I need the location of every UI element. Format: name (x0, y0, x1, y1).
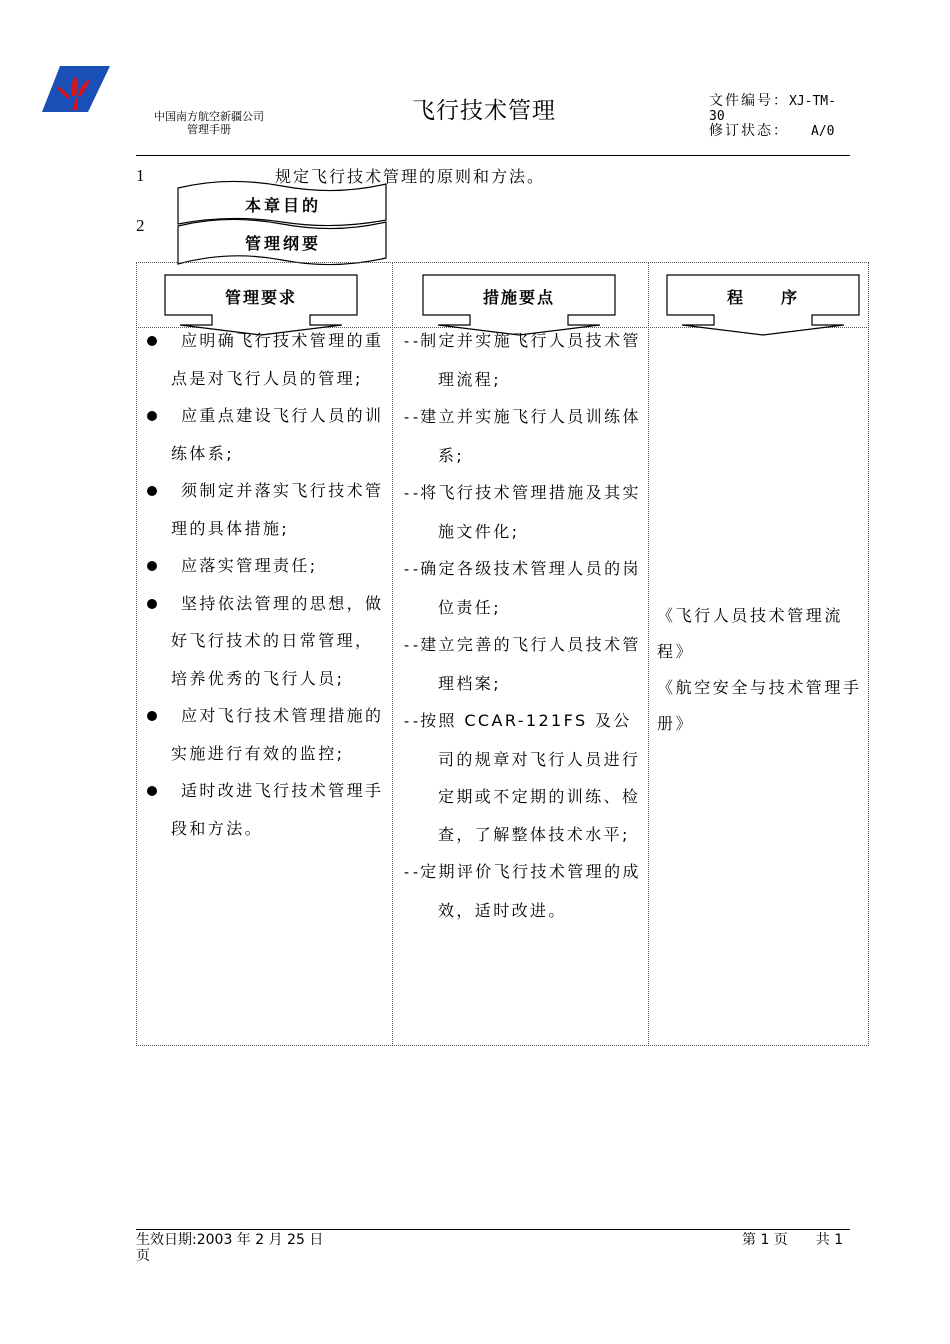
section-1-text: 规定飞行技术管理的原则和方法。 (275, 167, 546, 186)
list-item: 应明确飞行技术管理的重点是对飞行人员的管理; (137, 322, 385, 397)
list-item (402, 398, 642, 474)
list-item-text: 确定各级技术管理人员的岗位责任; (420, 559, 641, 617)
dash-prefix: -- (402, 484, 421, 502)
section-1-number: 1 (136, 166, 145, 185)
doc-no-label: 文件编号： (709, 93, 789, 109)
effective-date-cont: 页 (136, 1248, 150, 1264)
section-1-banner: 本章目的 (244, 196, 321, 215)
airline-logo-icon (42, 66, 110, 112)
procedure-link: 《航空安全与技术管理手册》 (657, 678, 862, 733)
revision-label: 修订状态： (709, 123, 789, 139)
procedure-link: 《飞行人员技术管理流程》 (657, 606, 844, 661)
list-item-text: 按照 CCAR-121FS 及公司的规章对飞行人员进行定期或不定期的训练、检查，了解整体技术水平; (420, 711, 641, 844)
list-item: 坚持依法管理的思想，做好飞行技术的日常管理，培养优秀的飞行人员; (137, 585, 385, 698)
list-item: 适时改进飞行技术管理手段和方法。 (137, 772, 385, 847)
col3-header: 程 序 (726, 288, 799, 307)
page-number: 第 1 页 共 1 (742, 1232, 844, 1248)
section-banner-shape (176, 178, 390, 270)
company-line2: 管理手册 (187, 123, 231, 136)
dash-prefix: -- (402, 408, 421, 426)
list-item: 应重点建设飞行人员的训练体系; (137, 397, 385, 472)
effective-date (136, 1232, 323, 1264)
list-item-text: 制定并实施飞行人员技术管理流程; (420, 331, 641, 389)
list-item-text: 建立并实施飞行人员训练体系; (420, 407, 641, 465)
dash-prefix: -- (402, 332, 421, 350)
list-item (402, 550, 642, 626)
section-2-banner: 管理纲要 (244, 234, 321, 253)
col2-list (402, 322, 642, 929)
list-item (402, 626, 642, 702)
dash-prefix: -- (402, 863, 421, 881)
list-item-text: 将飞行技术管理措施及其实施文件化; (420, 483, 641, 541)
dash-prefix: -- (402, 636, 421, 654)
col2-header: 措施要点 (482, 288, 555, 307)
dash-prefix: -- (402, 712, 421, 730)
doc-no-value: XJ-TM- (789, 94, 836, 109)
header-divider (136, 155, 850, 156)
list-item: 应落实管理责任; (137, 547, 385, 585)
dash-prefix: -- (402, 560, 421, 578)
list-item (402, 322, 642, 398)
company-line1: 中国南方航空新疆公司 (154, 110, 264, 123)
section-2-number: 2 (136, 216, 145, 235)
col1-header: 管理要求 (224, 288, 297, 307)
list-item-text: 建立完善的飞行人员技术管理档案; (420, 635, 641, 693)
list-item-text: 定期评价飞行技术管理的成效，适时改进。 (420, 862, 641, 920)
col3-list (657, 598, 863, 742)
effective-date-text: 生效日期:2003 年 2 月 25 日 (136, 1232, 324, 1248)
list-item (402, 702, 642, 853)
doc-no-cont: 30 (709, 109, 725, 124)
table-column-divider (392, 262, 393, 1046)
company-name (148, 110, 270, 136)
list-item: 须制定并落实飞行技术管理的具体措施; (137, 472, 385, 547)
list-item (402, 474, 642, 550)
revision-value: A/0 (811, 124, 835, 139)
list-item: 应对飞行技术管理措施的实施进行有效的监控; (137, 697, 385, 772)
col1-list (137, 322, 385, 847)
list-item (402, 853, 642, 929)
page-title: 飞行技术管理 (412, 98, 556, 124)
footer-divider (136, 1229, 850, 1230)
table-column-divider (648, 262, 649, 1046)
document-meta (709, 94, 836, 139)
